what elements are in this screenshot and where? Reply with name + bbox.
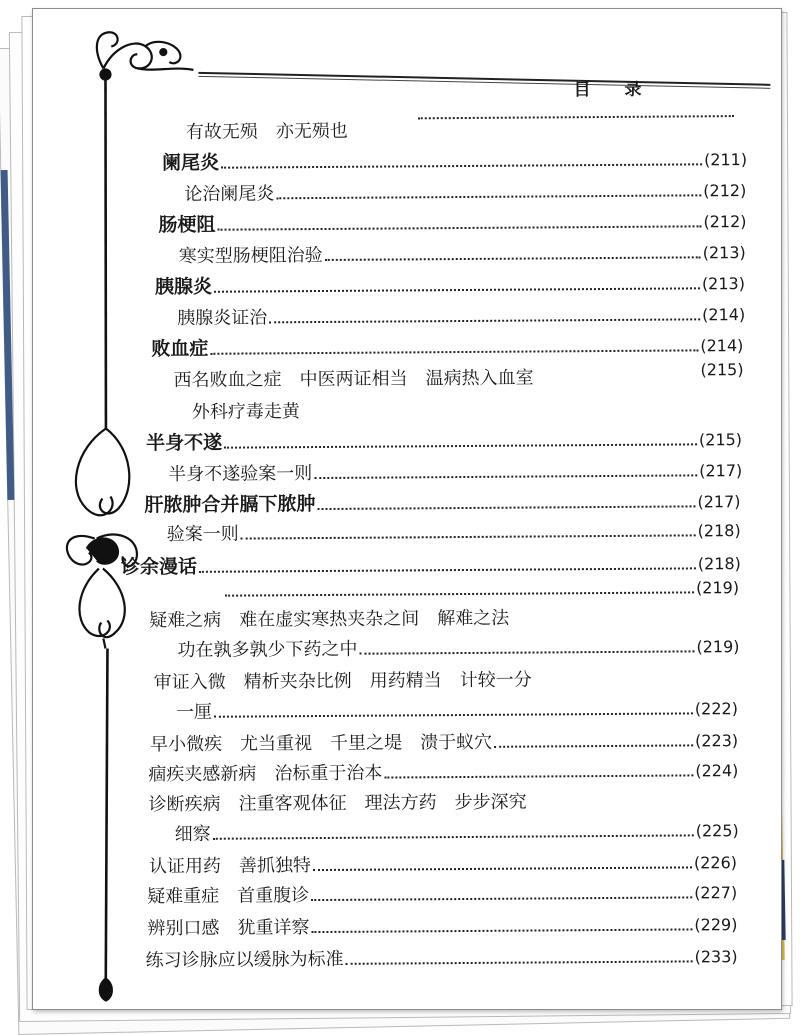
toc-entry-page: (229) <box>694 915 738 935</box>
toc-leader <box>314 473 697 479</box>
toc-entry-page: (227) <box>694 883 738 903</box>
toc-leader <box>269 317 700 323</box>
toc-entry-title: 半身不遂验案一则 <box>168 463 313 486</box>
toc-entry-title: 阑尾炎 <box>162 151 220 175</box>
toc-entry-page: (217) <box>699 461 743 481</box>
toc-leader <box>210 348 698 354</box>
toc-leader <box>311 895 692 901</box>
toc-entry-page: (217) <box>697 492 741 512</box>
toc-entry-title: 一厘 <box>175 701 212 724</box>
toc-entry-page: (223) <box>695 731 739 751</box>
toc-entry-page: (219) <box>696 637 740 657</box>
toc-entry-title: 败血症 <box>151 337 209 361</box>
toc-entry-title: 外科疗毒走黄 <box>191 401 300 423</box>
toc-entry[interactable] <box>186 116 416 146</box>
toc-leader <box>325 255 701 261</box>
toc-leader-continuation <box>416 114 736 144</box>
toc-entry[interactable] <box>146 424 742 456</box>
toc-entry-page: (213) <box>702 243 746 263</box>
toc-entry[interactable] <box>168 456 742 488</box>
toc-entry-title: 肠梗阻 <box>158 213 216 237</box>
toc-entry-title: 肝脓肿合并膈下脓肿 <box>144 493 316 517</box>
toc-entry-page: (225) <box>695 821 739 841</box>
toc-page <box>32 8 782 1010</box>
toc-entry-page: (214) <box>700 336 744 356</box>
toc-entry-page: (212) <box>703 181 747 201</box>
toc-leader <box>221 162 702 168</box>
header-rule <box>198 72 770 86</box>
toc-entry-title: 胰腺炎 <box>154 275 213 299</box>
toc-leader <box>384 773 693 778</box>
toc-leader <box>346 959 693 964</box>
toc-entry[interactable] <box>148 787 618 818</box>
page-title: 目 录 <box>573 79 656 101</box>
toc-entry-page: (218) <box>697 554 741 574</box>
toc-entry[interactable] <box>177 300 745 332</box>
toc-leader <box>494 743 693 747</box>
toc-entry[interactable] <box>167 516 741 548</box>
toc-leader <box>225 590 694 596</box>
toc-leader <box>224 442 697 448</box>
toc-entry[interactable] <box>147 910 737 942</box>
toc-entry[interactable] <box>149 848 737 880</box>
toc-leader <box>317 504 695 510</box>
toc-entry-title: 西名败血之症 中医两证相当 温病热入血室 <box>173 367 534 392</box>
toc-entry-page: (224) <box>695 761 739 781</box>
toc-entry-page: (222) <box>694 699 738 719</box>
toc-entry[interactable] <box>179 238 746 270</box>
toc-entry-title: 诊断疾病 注重客观体征 理法方药 步步深究 <box>148 791 527 816</box>
toc-leader <box>241 533 696 539</box>
toc-entry-title: 辨别口感 犹重详察 <box>147 917 310 940</box>
toc-entry-title: 有故无殒 亦无殒也 <box>185 120 348 143</box>
toc-entry-title: 认证用药 善抓独特 <box>148 855 312 878</box>
toc-leader <box>311 927 692 933</box>
toc-entry-title: 验案一则 <box>166 523 239 546</box>
toc-entry-title: 诊余漫话 <box>120 555 197 579</box>
toc-entry-title: 练习诊脉应以缓脉为标准 <box>145 948 344 972</box>
toc-entry[interactable] <box>149 603 619 634</box>
toc-leader <box>213 833 694 839</box>
toc-entry[interactable] <box>184 176 746 208</box>
toc-entry-title: 审证入微 精析夹杂比例 用药精当 计较一分 <box>153 669 532 694</box>
toc-leader <box>313 865 692 871</box>
toc-entry[interactable] <box>154 665 624 696</box>
toc-entry[interactable] <box>155 268 745 300</box>
toc-leader <box>214 286 700 292</box>
toc-entry[interactable] <box>162 144 747 176</box>
toc-leader <box>218 224 702 230</box>
toc-entry-page: (215) <box>700 360 744 380</box>
toc-entry-title: 功在孰多孰少下药之中 <box>177 638 358 662</box>
toc-entry-page: (233) <box>694 947 738 967</box>
toc-entry-title: 半身不遂 <box>145 431 223 455</box>
toc-entry[interactable] <box>176 694 738 726</box>
toc-entry-page: (215) <box>698 430 743 450</box>
toc-entry[interactable] <box>151 330 743 362</box>
toc-entry[interactable] <box>175 816 739 848</box>
toc-leader <box>418 114 734 119</box>
toc-entry-page: (213) <box>701 274 746 294</box>
toc-entry[interactable] <box>173 363 643 394</box>
toc-entry-page: (226) <box>693 853 738 873</box>
toc-entry-title: 疑难重症 首重腹诊 <box>147 885 310 908</box>
toc-entry-title: 论治阑尾炎 <box>184 183 275 205</box>
toc-entry[interactable] <box>148 756 738 788</box>
toc-entry-page: (214) <box>702 305 746 325</box>
toc-entry-page: (212) <box>703 212 747 232</box>
toc-entry-page: (219) <box>695 578 740 598</box>
toc-entry[interactable] <box>192 397 392 426</box>
toc-entry-page-row <box>639 360 743 389</box>
toc-leader <box>199 566 696 572</box>
toc-entry-title: 细察 <box>174 823 211 846</box>
toc-entry[interactable] <box>158 206 746 238</box>
toc-entry[interactable] <box>146 942 738 974</box>
toc-entry-title: 疑难之病 难在虚实寒热夹杂之间 解难之法 <box>149 607 510 632</box>
toc-entry-title: 胰腺炎证治 <box>177 307 268 330</box>
toc-entry[interactable] <box>144 486 740 518</box>
toc-entry-title: 寒实型肠梗阻治验 <box>178 244 323 267</box>
toc-entry[interactable] <box>177 632 739 664</box>
toc-leader <box>359 649 694 654</box>
toc-entry-page: (218) <box>697 521 741 541</box>
toc-leader <box>214 711 693 717</box>
toc-entry[interactable] <box>150 726 738 758</box>
toc-entry[interactable] <box>147 878 737 910</box>
toc-entry-title: 早小微疾 尤当重视 千里之堤 溃于蚁穴 <box>150 731 493 756</box>
toc-section[interactable] <box>121 548 741 580</box>
toc-leader <box>276 193 701 199</box>
toc-entry-page: (211) <box>703 150 748 170</box>
toc-entry-title: 痼疾夹感新病 治标重于治本 <box>148 762 383 786</box>
